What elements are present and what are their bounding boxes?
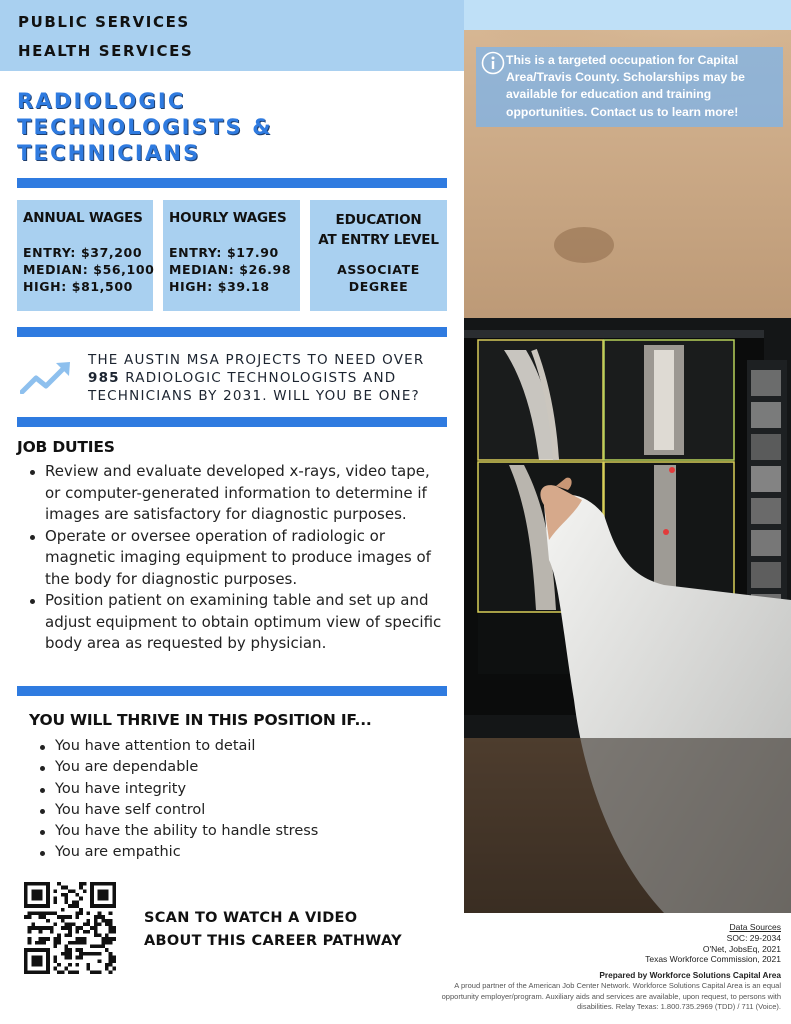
annual-wages-box	[17, 200, 153, 311]
education-title-line-2: AT ENTRY LEVEL	[318, 232, 439, 248]
prepared-by: Prepared by Workforce Solutions Capital Area	[599, 970, 781, 980]
annual-entry: ENTRY: $37,200	[23, 245, 143, 260]
header-band	[0, 0, 464, 71]
projection-line-2	[88, 369, 443, 387]
annual-median: MEDIAN: $56,100	[23, 262, 155, 277]
category-label: PUBLIC SERVICES	[18, 13, 190, 31]
education-value-line-1: ASSOCIATE	[337, 262, 420, 277]
data-sources	[645, 922, 781, 965]
divider-rule	[17, 178, 447, 188]
list-item: You are empathic	[38, 842, 448, 863]
projection-line-1: THE AUSTIN MSA PROJECTS TO NEED OVER	[88, 352, 425, 368]
list-item: Position patient on examining table and set up and adjust equipment to obtain optimum view of specific body area as requested by physician.	[28, 590, 448, 655]
title-line-2: TECHNOLOGISTS &	[17, 115, 273, 139]
qr-code[interactable]	[24, 882, 116, 974]
education-title-line-1: EDUCATION	[335, 212, 422, 228]
hourly-median: MEDIAN: $26.98	[169, 262, 292, 277]
list-item: You are dependable	[38, 757, 448, 778]
divider-rule	[17, 327, 447, 337]
source-line-1: O'Net, JobsEq, 2021	[702, 943, 781, 954]
title-line-3: TECHNICIANS	[17, 141, 201, 165]
divider-rule	[17, 686, 447, 696]
projection-count: 985	[88, 370, 120, 386]
title-line-1: RADIOLOGIC	[17, 89, 186, 113]
data-sources-label: Data Sources	[729, 922, 781, 932]
education-title	[310, 210, 447, 250]
radiology-monitor-photo	[464, 0, 791, 913]
list-item: You have the ability to handle stress	[38, 821, 448, 842]
hourly-wages-box	[163, 200, 300, 311]
list-item: You have attention to detail	[38, 736, 448, 757]
hourly-entry: ENTRY: $17.90	[169, 245, 279, 260]
scan-callout	[144, 907, 444, 953]
legal-notice: A proud partner of the American Job Center Network. Workforce Solutions Capital Area is an equal opportunity employer/program. Auxiliary aids and services are available, upon request, to persons with disabilities. Relay Texas: 1.800.735.2969 (TDD) / 711 (Voice).	[441, 981, 781, 1012]
list-item: Operate or oversee operation of radiologic or magnetic imaging equipment to produce images of the body for diagnostic purposes.	[28, 526, 448, 591]
scan-line-2: ABOUT THIS CAREER PATHWAY	[144, 933, 402, 949]
info-text: This is a targeted occupation for Capital Area/Travis County. Scholarships may be available for education and training opportunities. Contact us to learn more!	[506, 53, 745, 119]
soc-code: SOC: 29-2034	[726, 932, 781, 943]
info-callout	[476, 47, 783, 127]
projection-line-2-rest: RADIOLOGIC TECHNOLOGISTS AND	[119, 370, 397, 386]
divider-rule	[17, 417, 447, 427]
list-item: You have self control	[38, 800, 448, 821]
job-duties-heading: JOB DUTIES	[17, 438, 115, 456]
scan-line-1: SCAN TO WATCH A VIDEO	[144, 910, 358, 926]
source-line-2: Texas Workforce Commission, 2021	[645, 954, 781, 965]
list-item: Review and evaluate developed x-rays, video tape, or computer-generated information to determine if images are satisfactory for diagnostic purposes.	[28, 461, 448, 526]
subcategory-label: HEALTH SERVICES	[18, 42, 194, 60]
education-value-line-2: DEGREE	[348, 279, 409, 294]
trend-up-icon	[20, 360, 72, 394]
thrive-list	[38, 736, 448, 864]
page-title	[17, 88, 447, 166]
education-box	[310, 200, 447, 311]
job-duties-list	[28, 461, 448, 655]
list-item: You have integrity	[38, 779, 448, 800]
thrive-heading: YOU WILL THRIVE IN THIS POSITION IF...	[29, 711, 372, 729]
annual-high: HIGH: $81,500	[23, 279, 133, 294]
hourly-wages-title: HOURLY WAGES	[169, 210, 287, 226]
info-icon	[481, 51, 505, 75]
hourly-high: HIGH: $39.18	[169, 279, 270, 294]
hero-photo	[464, 0, 791, 913]
projection-line-3: TECHNICIANS BY 2031. WILL YOU BE ONE?	[88, 388, 420, 404]
annual-wages-title: ANNUAL WAGES	[23, 210, 143, 226]
projection-text	[88, 351, 443, 405]
